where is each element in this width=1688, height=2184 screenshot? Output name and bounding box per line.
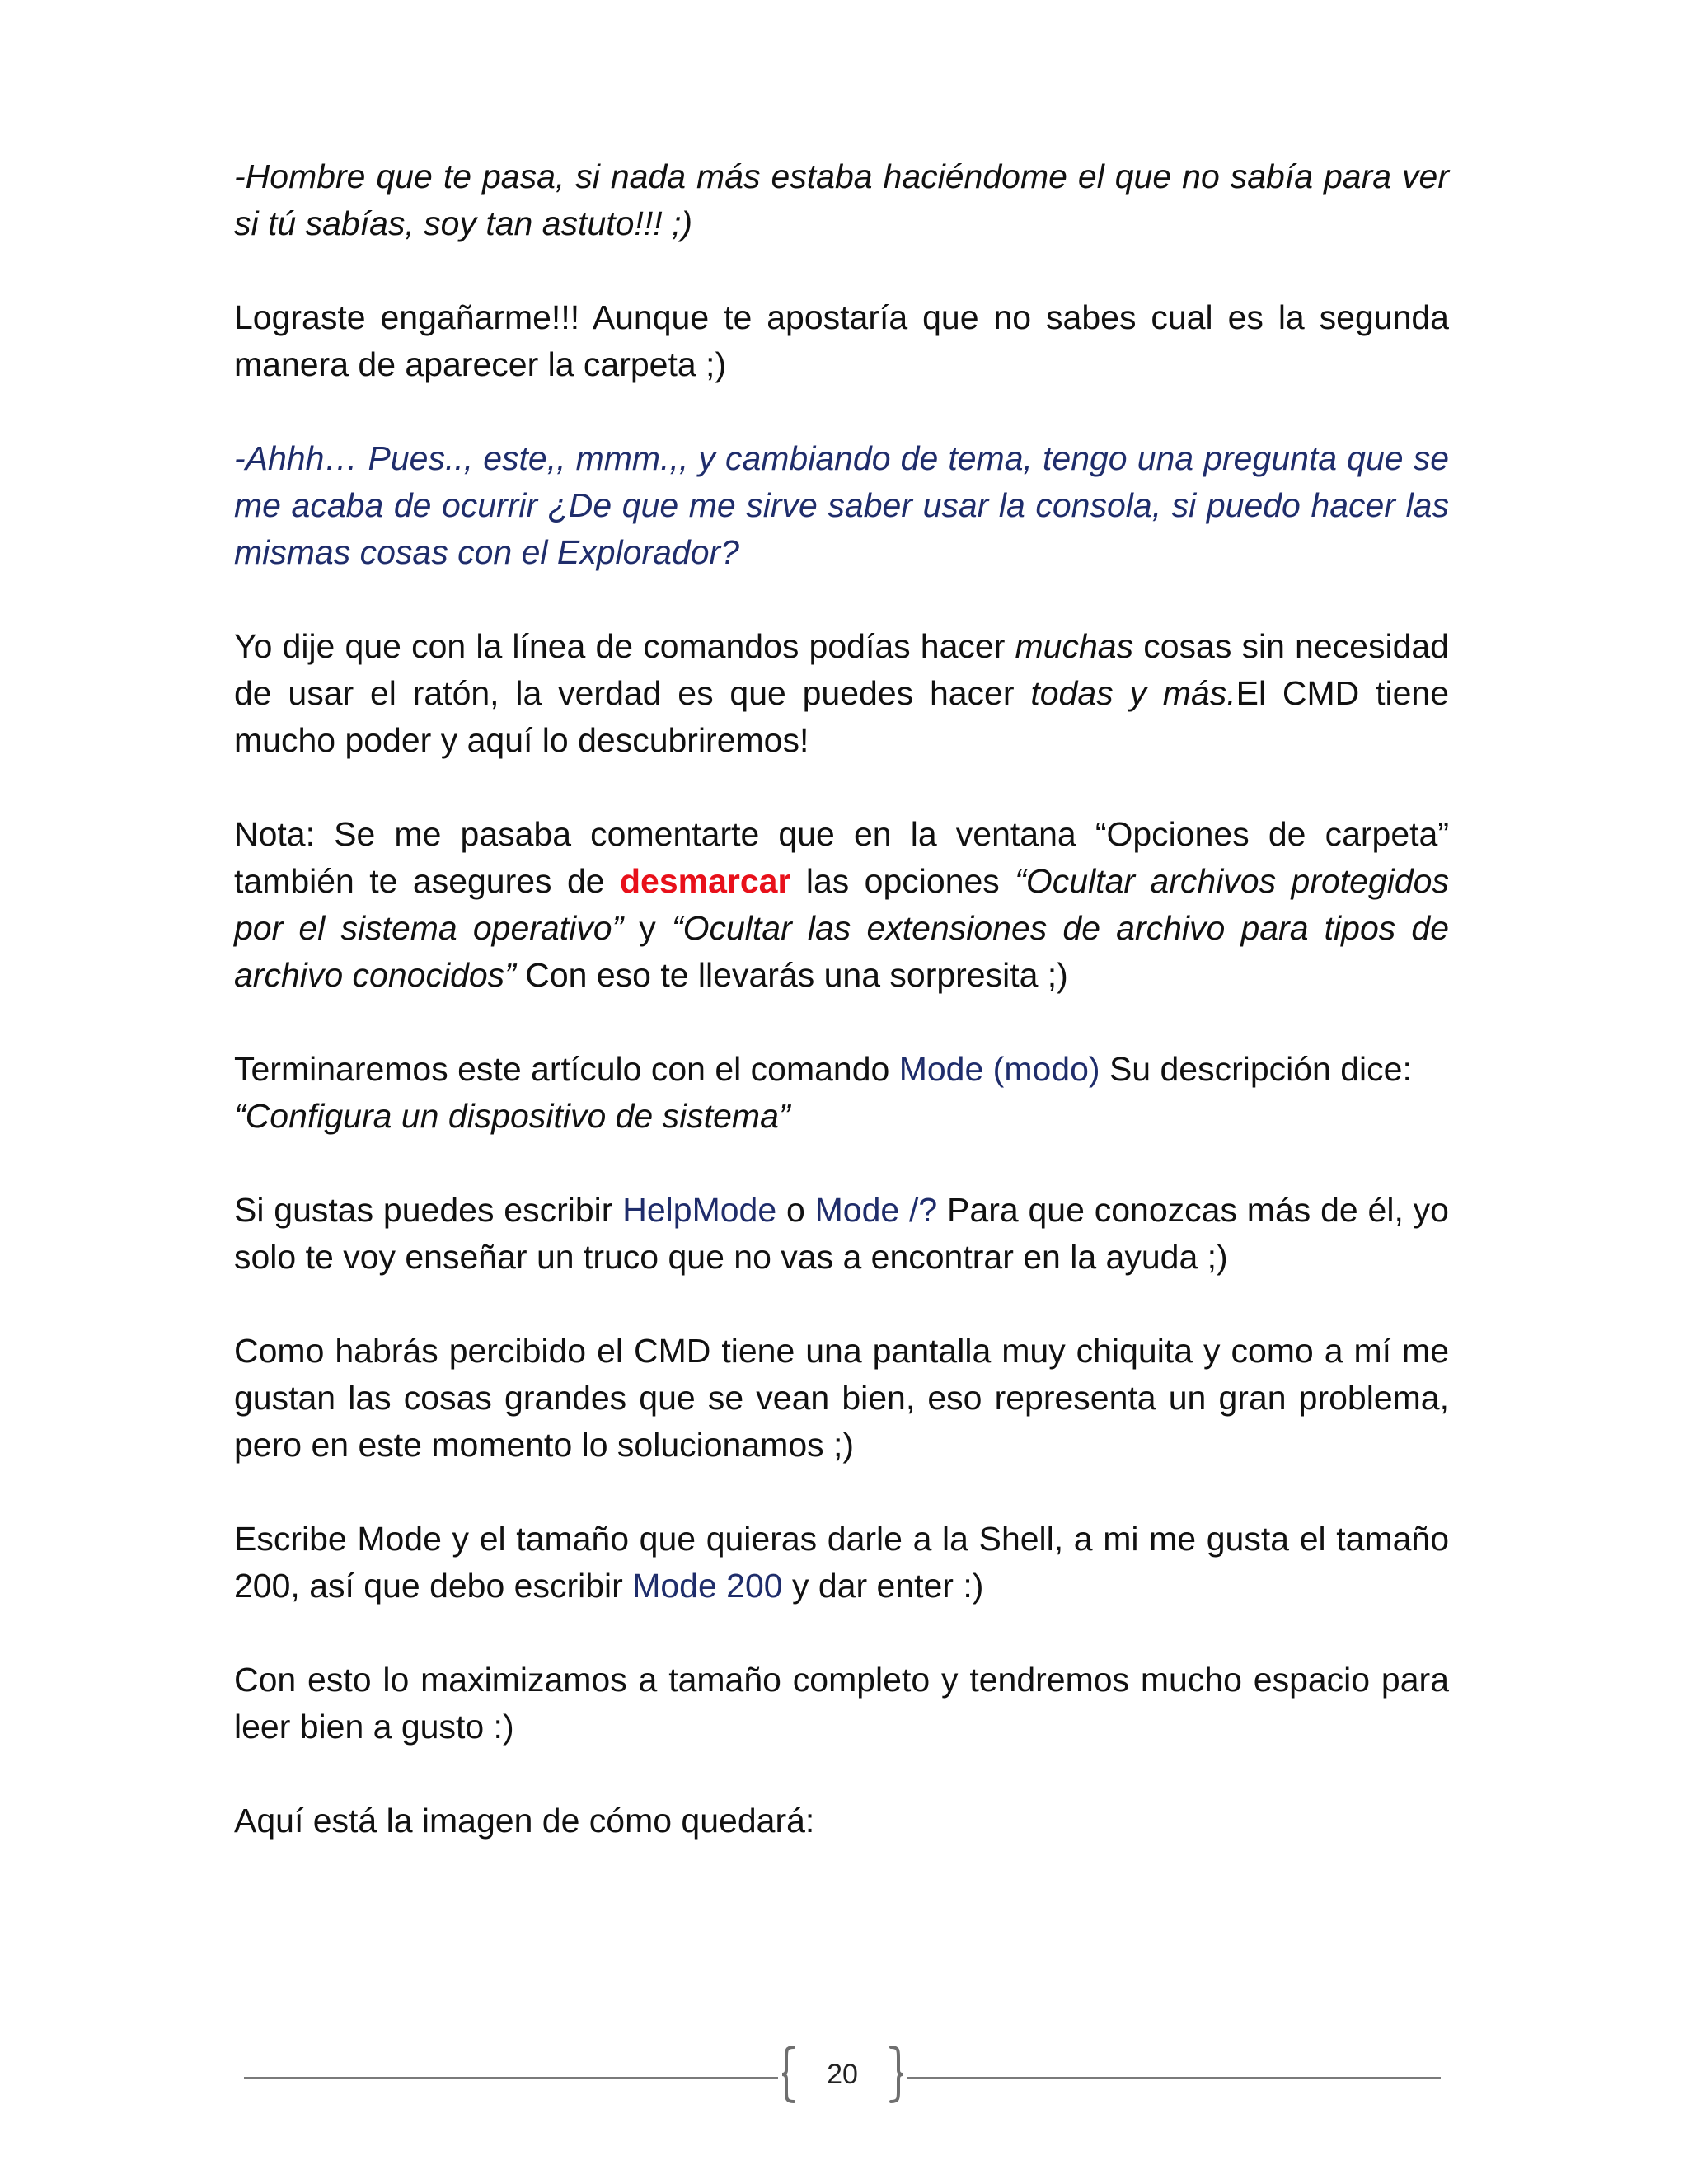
footer-bracket-right-icon [889,2046,903,2103]
paragraph-4 [234,623,1449,764]
paragraph-5-text-4: Con eso te llevarás una sorpresita ;) [515,956,1068,994]
paragraph-8 [234,1328,1449,1469]
paragraph-5-option-1: “Ocultar archivos protegidos por el sistema operativo” [234,862,1449,947]
paragraph-5 [234,811,1449,999]
paragraph-1-text: -Hombre que te pasa, si nada más estaba haciéndome el que no sabía para ver si tú sabías, soy tan astuto!!! ;) [234,157,1449,242]
paragraph-6-text-1: Terminaremos este artículo con el comando [234,1050,899,1088]
paragraph-7-text-1: Si gustas puedes escribir [234,1191,623,1229]
paragraph-5-highlight-desmarcar: desmarcar [620,862,791,900]
paragraph-2-text: Lograste engañarme!!! Aunque te apostaría que no sabes cual es la segunda manera de aparecer la carpeta ;) [234,298,1449,383]
paragraph-6-quote: “Configura un dispositivo de sistema” [234,1097,790,1135]
paragraph-5-text-2: las opciones [790,862,1015,900]
paragraph-5-text-3: y [623,909,672,947]
paragraph-6-command-mode: Mode (modo) [898,1050,1100,1088]
footer-rule-left [244,2077,778,2079]
paragraph-2 [234,294,1449,388]
paragraph-5-text-1: Nota: Se me pasaba comentarte que en la ventana “Opciones de carpeta” también te asegures de [234,815,1449,900]
paragraph-3-text: -Ahhh… Pues.., este,, mmm.,, y cambiando de tema, tengo una pregunta que se me acaba de ocurrir ¿De que me sirve saber usar la consola, si puedo hacer las mismas cosas con el Explorador? [234,439,1449,571]
paragraph-4-text-1: Yo dije que con la línea de comandos podías hacer [234,627,1015,665]
page-number: 20 [827,2059,858,2090]
paragraph-11-text: Aquí está la imagen de cómo quedará: [234,1802,815,1840]
paragraph-10-text: Con esto lo maximizamos a tamaño completo y tendremos mucho espacio para leer bien a gusto :) [234,1661,1449,1746]
paragraph-4-emphasis-todas: todas y más. [1030,674,1236,712]
paragraph-6 [234,1046,1449,1140]
paragraph-9-text-1: Escribe Mode y el tamaño que quieras darle a la Shell, a mi me gusta el tamaño 200, así que debo escribir [234,1520,1449,1605]
paragraph-7-text-2: o [776,1191,815,1229]
paragraph-1 [234,153,1449,247]
paragraph-4-text-2: cosas sin necesidad de usar el ratón, la verdad es que puedes hacer [234,627,1449,712]
paragraph-4-emphasis-muchas: muchas [1015,627,1134,665]
paragraph-7-command-helpmode: HelpMode [622,1191,777,1229]
paragraph-8-text: Como habrás percibido el CMD tiene una pantalla muy chiquita y como a mí me gustan las cosas grandes que se vean bien, eso representa un gran problema, pero en este momento lo solucionamos ;) [234,1332,1449,1464]
paragraph-9 [234,1516,1449,1610]
footer-rule-right [907,2077,1441,2079]
paragraph-9-command-mode-200: Mode 200 [632,1567,783,1605]
document-body [234,153,1449,1891]
footer-bracket-left-icon [781,2046,796,2103]
paragraph-7-text-3: Para que conozcas más de él, yo solo te voy enseñar un truco que no vas a encontrar en la ayuda ;) [234,1191,1449,1276]
paragraph-7 [234,1187,1449,1281]
page-footer [244,2044,1441,2110]
paragraph-4-text-3: El CMD tiene mucho poder y aquí lo descubriremos! [234,674,1449,759]
paragraph-9-text-2: y dar enter :) [782,1567,984,1605]
paragraph-3 [234,435,1449,576]
paragraph-11 [234,1797,1449,1844]
paragraph-5-option-2: “Ocultar las extensiones de archivo para tipos de archivo conocidos” [234,909,1449,994]
paragraph-6-text-2: Su descripción dice: [1100,1050,1412,1088]
paragraph-10 [234,1657,1449,1750]
paragraph-7-command-mode-help: Mode /? [814,1191,938,1229]
